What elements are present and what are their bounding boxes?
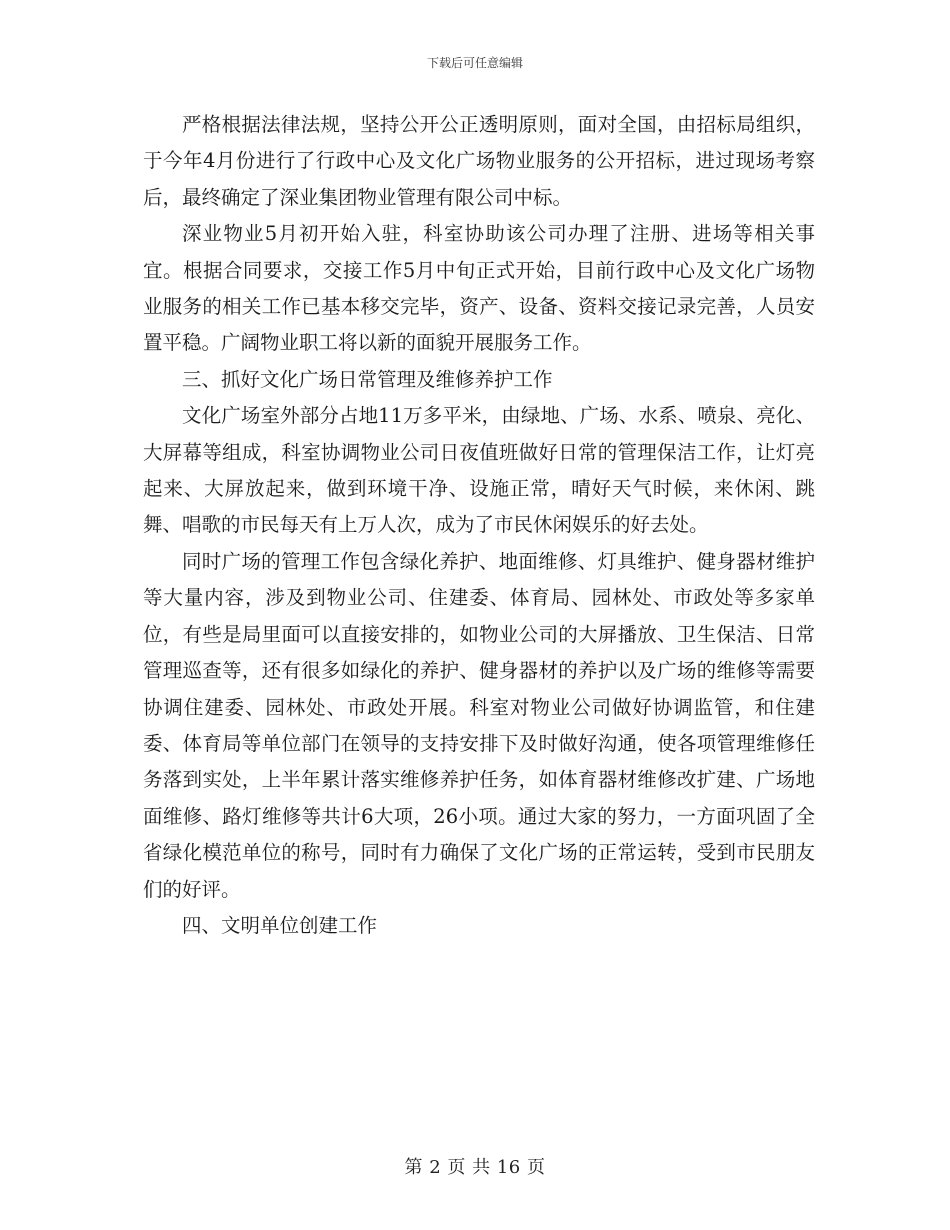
document-body	[143, 107, 815, 944]
section-heading-plaza-management: 三、抓好文化广场日常管理及维修养护工作	[182, 367, 553, 391]
section-heading-civilization: 四、文明单位创建工作	[182, 913, 378, 937]
paragraph-plaza-maintenance: 同时广场的管理工作包含绿化养护、地面维修、灯具维护、健身器材维护等大量内容，涉及到物业公司、住建委、体育局、园林处、市政处等多家单位，有些是局里面可以直接安排的，如物业公司的大屏播放、卫生保洁、日常管理巡查等，还有很多如绿化的养护、健身器材的养护以及广场的维修等需要协调住建委、园林处、市政处开展。科室对物业公司做好协调监管，和住建委、体育局等单位部门在领导的支持安排下及时做好沟通，使各项管理维修任务落到实处，上半年累计落实维修养护任务，如体育器材维修改扩建、广场地面维修、路灯维修等共计6大项，26小项。通过大家的努力，一方面巩固了全省绿化模范单位的称号，同时有力确保了文化广场的正常运转，受到市民朋友们的好评。	[143, 549, 815, 901]
page-number: 第 2 页 共 16 页	[404, 1157, 546, 1178]
paragraph-plaza-daily: 文化广场室外部分占地11万多平米，由绿地、广场、水系、喷泉、亮化、大屏幕等组成，科室协调物业公司日夜值班做好日常的管理保洁工作，让灯亮起来、大屏放起来，做到环境干净、设施正常，晴好天气时候，来休闲、跳舞、唱歌的市民每天有上万人次，成为了市民休闲娱乐的好去处。	[143, 404, 815, 537]
paragraph-handover: 深业物业5月初开始入驻，科室协助该公司办理了注册、进场等相关事宜。根据合同要求，交接工作5月中旬正式开始，目前行政中心及文化广场物业服务的相关工作已基本移交完毕，资产、设备、资料交接记录完善，人员安置平稳。广阔物业职工将以新的面貌开展服务工作。	[143, 222, 815, 355]
header-note: 下载后可任意编辑	[426, 56, 523, 70]
paragraph-tender: 严格根据法律法规，坚持公开公正透明原则，面对全国，由招标局组织，于今年4月份进行了行政中心及文化广场物业服务的公开招标，进过现场考察后，最终确定了深业集团物业管理有限公司中标。	[143, 113, 815, 209]
